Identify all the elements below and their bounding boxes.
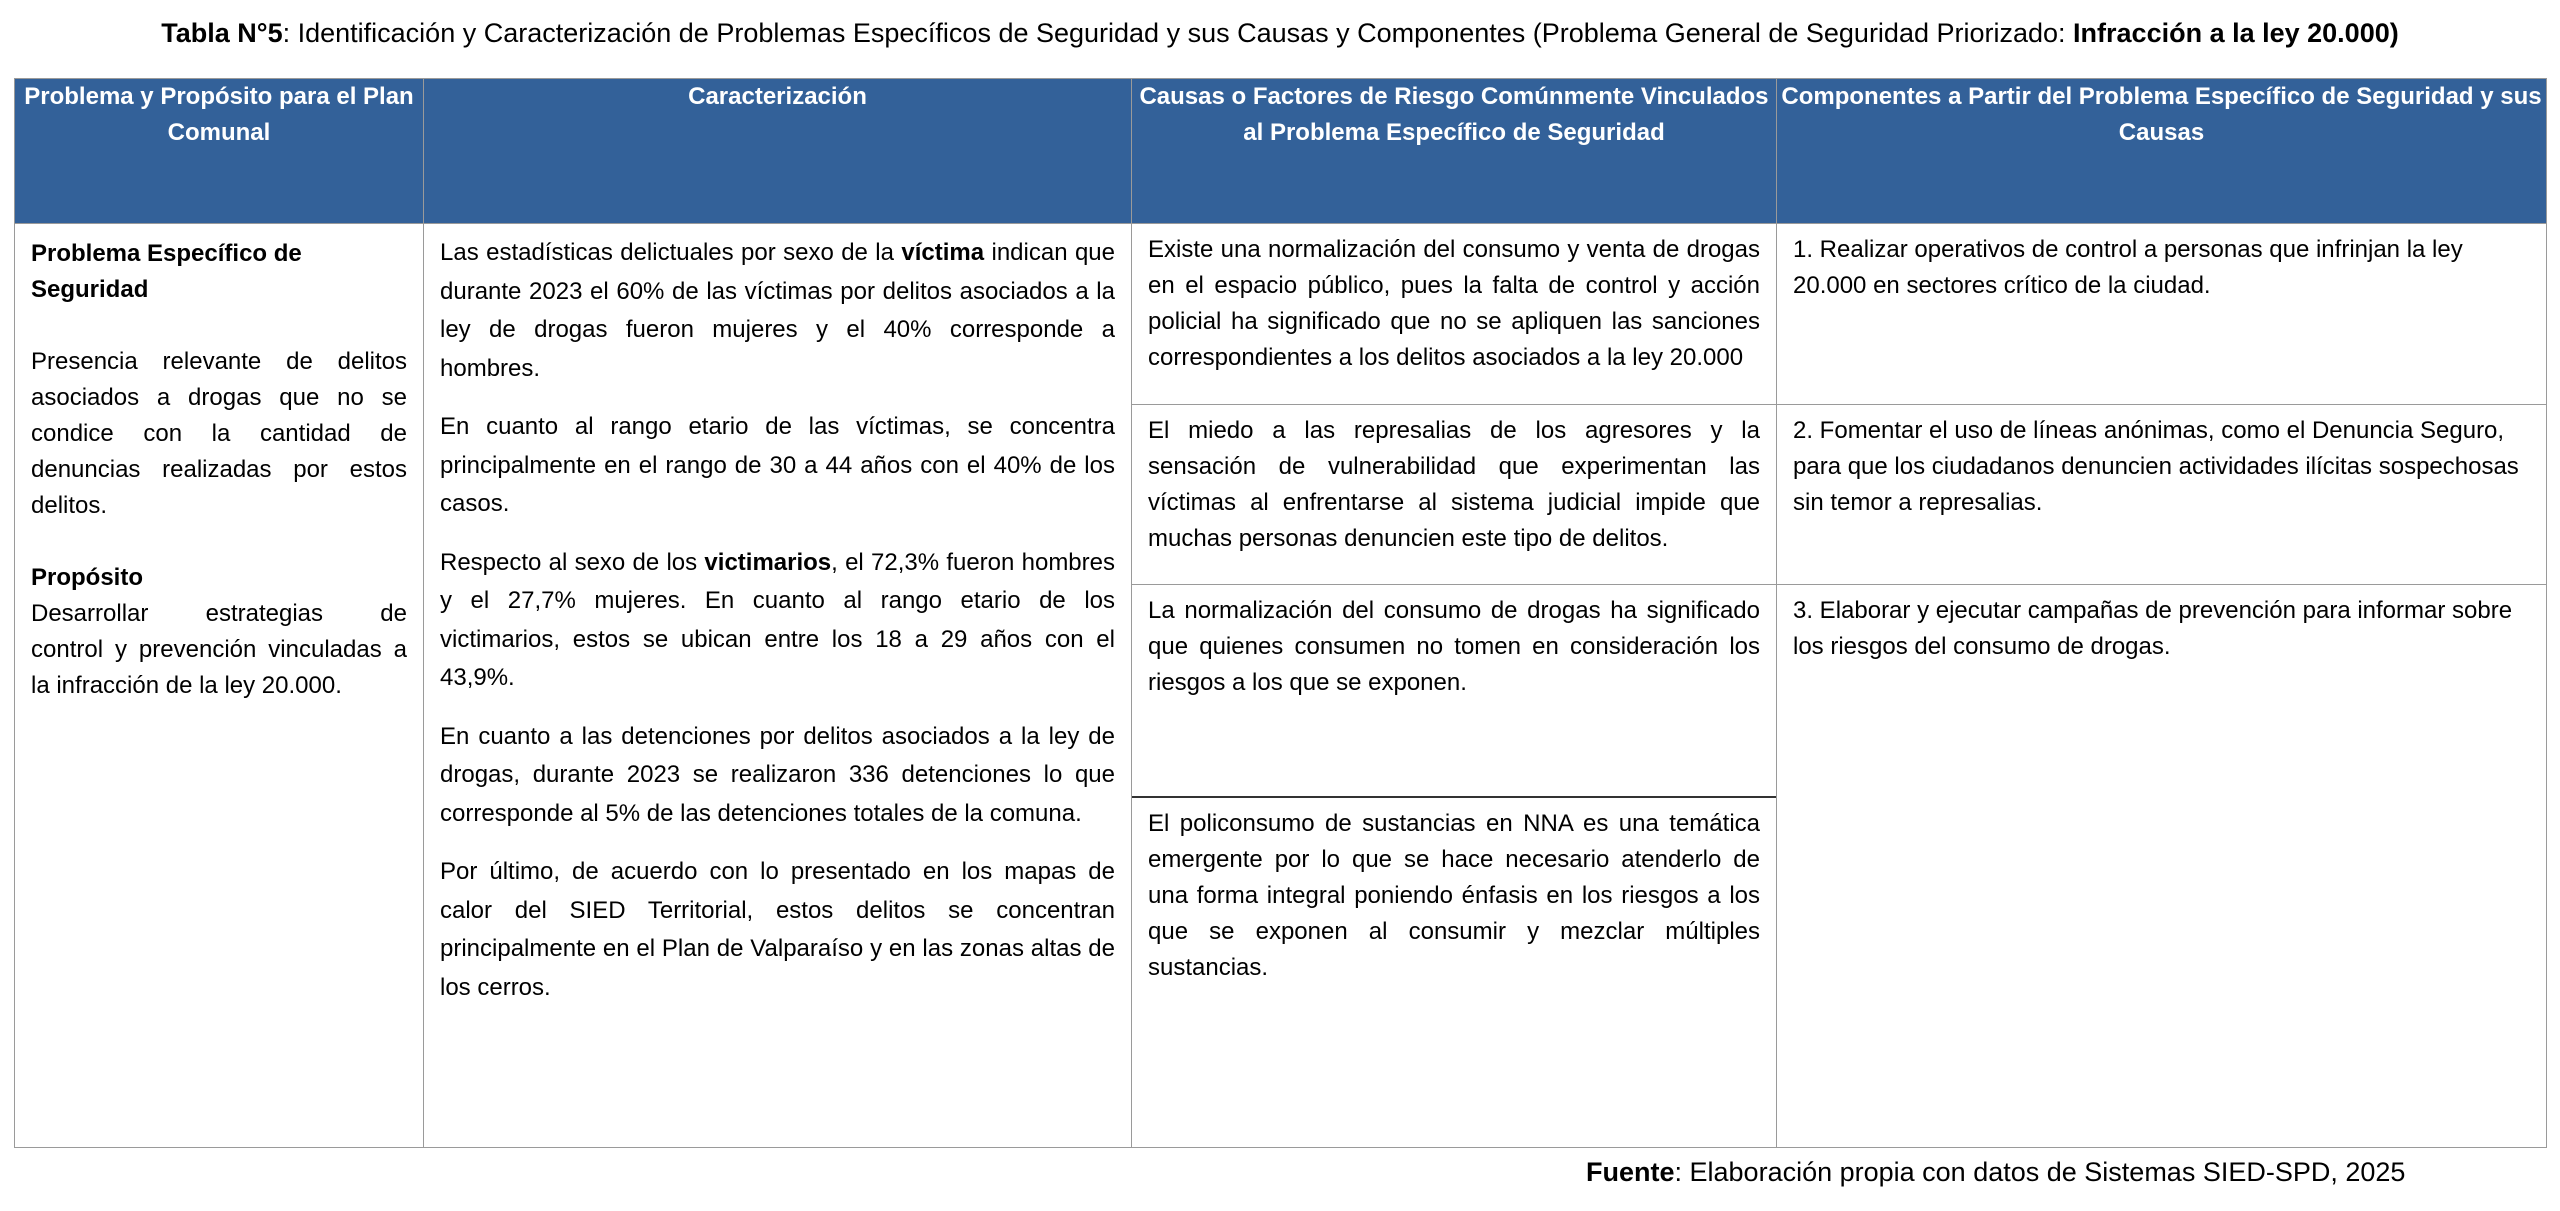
characterization-victims-age: En cuanto al rango etario de las víctimas, se concentra principalmente en el rango de 30 a 44 años con el 40% de los casos.	[440, 413, 1115, 517]
cause-3: La normalización del consumo de drogas ha significado que quienes consumen no tomen en consideración los riesgos a los que se exponen.	[1132, 585, 1776, 798]
purpose-heading: Propósito	[31, 564, 143, 591]
problem-heading: Problema Específico de Seguridad	[31, 240, 302, 303]
table-body-row	[15, 224, 2547, 1148]
table-title	[0, 14, 2560, 52]
cell-problem-purpose	[15, 224, 424, 1148]
component-2: 2. Fomentar el uso de líneas anónimas, como el Denuncia Seguro, para que los ciudadanos denuncien actividades ilícitas sospechosas sin temor a represalias.	[1777, 405, 2546, 585]
characterization-victims-sex: Las estadísticas delictuales por sexo de la víctima indican que durante 2023 el 60% de las víctimas por delitos asociados a la ley de drogas fueron mujeres y el 40% corresponde a hombres.	[440, 239, 1115, 382]
table-title-label: Tabla N°5	[161, 18, 283, 48]
cell-causes	[1132, 224, 1777, 1148]
header-problem-purpose: Problema y Propósito para el Plan Comunal	[15, 79, 424, 224]
header-components: Componentes a Partir del Problema Específico de Seguridad y sus Causas	[1777, 79, 2547, 224]
header-characterization: Caracterización	[424, 79, 1132, 224]
source-text: : Elaboración propia con datos de Sistemas SIED-SPD, 2025	[1674, 1157, 2406, 1187]
table-title-highlight: Infracción a la ley 20.000)	[2073, 18, 2399, 48]
source-note	[1586, 1152, 2405, 1192]
source-label: Fuente	[1586, 1157, 1675, 1187]
table-title-text: : Identificación y Caracterización de Problemas Específicos de Seguridad y sus Causas y Componentes (Problema General de Seguridad Priorizado:	[282, 18, 2074, 48]
purpose-text-rest: control y prevención vinculadas a la infracción de la ley 20.000.	[31, 636, 407, 699]
table-header-row	[15, 79, 2547, 224]
cause-4: El policonsumo de sustancias en NNA es una temática emergente por lo que se hace necesario atenderlo de una forma integral poniendo énfasis en los riesgos a los que se exponen al consumir y mezclar múltiples sustancias.	[1148, 810, 1760, 981]
cause-1: Existe una normalización del consumo y venta de drogas en el espacio público, pues la falta de control y acción policial ha significado que no se apliquen las sanciones correspondientes a los delitos asociados a la ley 20.000	[1132, 224, 1776, 405]
component-1: 1. Realizar operativos de control a personas que infrinjan la ley 20.000 en sectores crítico de la ciudad.	[1777, 224, 2546, 405]
problem-text: Presencia relevante de delitos asociados a drogas que no se condice con la cantidad de denuncias realizadas por estos delitos.	[31, 348, 407, 519]
component-3: 3. Elaborar y ejecutar campañas de prevención para informar sobre los riesgos del consumo de drogas.	[1793, 597, 2513, 660]
characterization-detentions: En cuanto a las detenciones por delitos asociados a la ley de drogas, durante 2023 se realizaron 336 detenciones lo que corresponde al 5% de las detenciones totales de la comuna.	[440, 722, 1115, 827]
cell-characterization	[424, 224, 1132, 1148]
characterization-offenders: Respecto al sexo de los victimarios, el 72,3% fueron hombres y el 27,7% mujeres. En cuanto al rango etario de los victimarios, estos se ubican entre los 18 a 29 años con el 43,9%.	[440, 548, 1115, 691]
problems-table	[14, 78, 2547, 1148]
purpose-text-line1: Desarrollar estrategias de	[31, 600, 407, 627]
cause-2: El miedo a las represalias de los agresores y la sensación de vulnerabilidad que experimentan las víctimas al enfrentarse al sistema judicial impide que muchas personas denuncien este tipo de delitos.	[1132, 405, 1776, 585]
header-causes: Causas o Factores de Riesgo Comúnmente Vinculados al Problema Específico de Seguridad	[1132, 79, 1777, 224]
cell-components	[1777, 224, 2547, 1148]
characterization-heatmaps: Por último, de acuerdo con lo presentado en los mapas de calor del SIED Territorial, estos delitos se concentran principalmente en el Plan de Valparaíso y en las zonas altas de los cerros.	[440, 858, 1115, 1001]
